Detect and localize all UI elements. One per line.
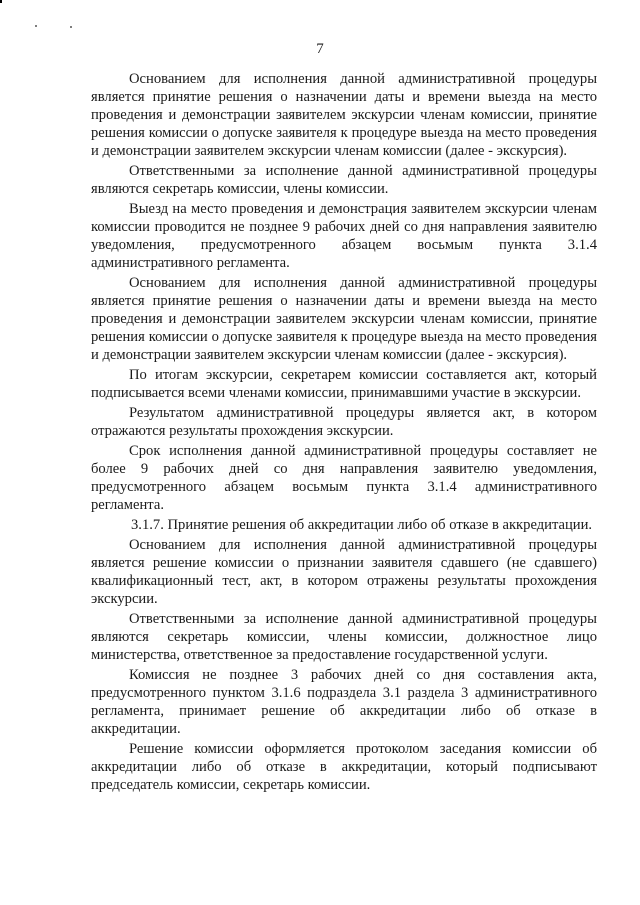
paragraph: Основанием для исполнения данной административной процедуры является принятие решения о назначении даты и времени выезда на место проведения и демонстрации заявителем экскурсии членам комиссии, принятие решения комиссии о допуске заявителя к процедуре выезда на место проведения и демонстрации заявителем экскурсии членам комиссии (далее - экскурсия). [91,275,597,363]
paragraph: Комиссия не позднее 3 рабочих дней со дня составления акта, предусмотренного пунктом 3.1.6 подраздела 3.1 раздела 3 административного регламента, принимает решение об аккредитации либо об отказе в аккредитации. [91,667,597,737]
scan-speck [70,26,72,28]
paragraph: Срок исполнения данной административной процедуры составляет не более 9 рабочих дней со дня направления заявителю уведомления, предусмотренного абзацем восьмым пункта 3.1.4 административного регламента. [91,443,597,513]
paragraph: Ответственными за исполнение данной административной процедуры являются секретарь комиссии, члены комиссии. [91,163,597,197]
section-heading: 3.1.7. Принятие решения об аккредитации либо об отказе в аккредитации. [131,517,593,533]
page-number: 7 [316,41,324,57]
paragraph: Решение комиссии оформляется протоколом заседания комиссии об аккредитации либо об отказе в аккредитации, который подписывают председатель комиссии, секретарь комиссии. [91,741,597,793]
paragraph: Результатом административной процедуры является акт, в котором отражаются результаты прохождения экскурсии. [91,405,597,439]
paragraph: Основанием для исполнения данной административной процедуры является решение комиссии о признании заявителя сдавшего (не сдавшего) квалификационный тест, акт, в котором отражены результаты прохождения экскурсии. [91,537,597,607]
paragraph: Выезд на место проведения и демонстрация заявителем экскурсии членам комиссии проводится не позднее 9 рабочих дней со дня направления заявителю уведомления, предусмотренного абзацем восьмым пункта 3.1.4 административного регламента. [91,201,597,271]
scan-speck [35,25,37,27]
document-body [91,70,597,794]
scan-artifact [0,0,2,3]
paragraph: По итогам экскурсии, секретарем комиссии составляется акт, который подписывается всеми членами комиссии, принимавшими участие в экскурсии. [91,367,597,401]
paragraph: Основанием для исполнения данной административной процедуры является принятие решения о назначении даты и времени выезда на место проведения и демонстрации заявителем экскурсии членам комиссии, принятие решения комиссии о допуске заявителя к процедуре выезда на место проведения и демонстрации заявителем экскурсии членам комиссии (далее - экскурсия). [91,71,597,159]
paragraph: Ответственными за исполнение данной административной процедуры являются секретарь комиссии, члены комиссии, должностное лицо министерства, ответственное за предоставление государственной услуги. [91,611,597,663]
